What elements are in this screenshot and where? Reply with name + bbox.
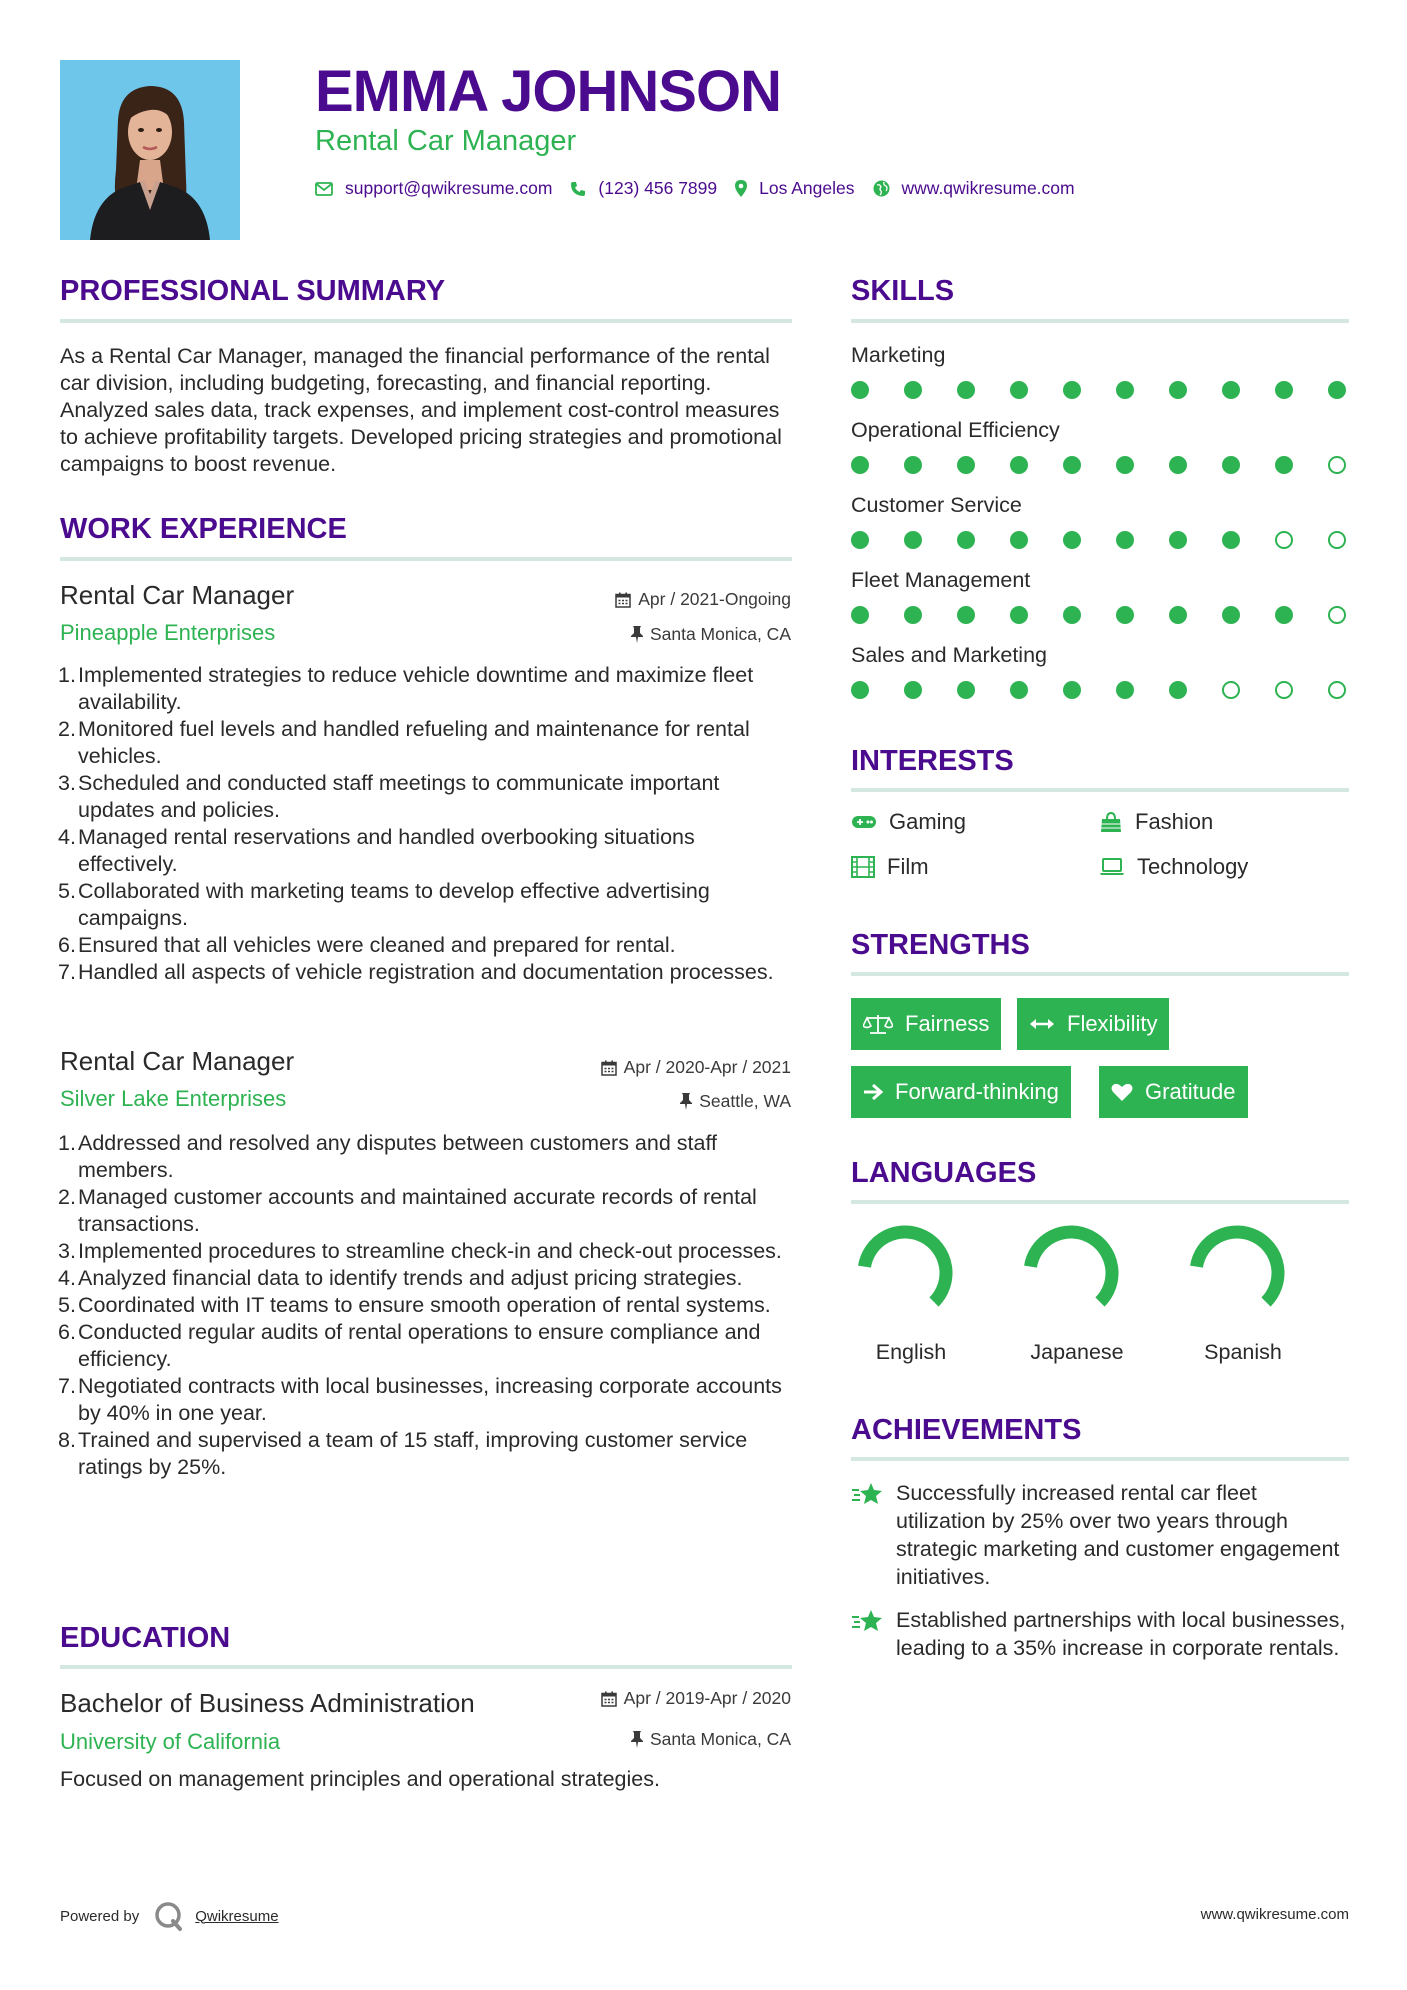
skill-dot-filled <box>1222 381 1240 399</box>
interest-fashion <box>1099 809 1213 835</box>
skill-dot-filled <box>904 456 922 474</box>
skill-dot-filled <box>851 456 869 474</box>
arrow-right-icon <box>863 1083 883 1101</box>
powered-by-label: Powered by <box>60 1907 140 1925</box>
language-proficiency-ring <box>857 1225 953 1321</box>
strength-fairness-badge <box>851 998 1001 1050</box>
list-item: 2 . Monitored fuel levels and handled refueling and maintenance for rental vehicles. <box>60 716 795 770</box>
skill-dot-empty <box>1328 606 1346 624</box>
strengths-divider <box>851 972 1349 976</box>
shooting-star-icon <box>851 1608 885 1634</box>
shopping-bag-icon <box>1099 811 1123 833</box>
contact-website-text: www.qwikresume.com <box>901 178 1075 198</box>
list-item: 3 . Scheduled and conducted staff meetings to communicate important updates and policies. <box>60 770 795 824</box>
skill-dot-filled <box>1222 456 1240 474</box>
skill-name: Sales and Marketing <box>851 643 1047 667</box>
job-1-company: Pineapple Enterprises <box>60 620 276 645</box>
job-2-location-text: Seattle, WA <box>699 1091 791 1111</box>
skill-dot-filled <box>904 531 922 549</box>
experience-heading: WORK EXPERIENCE <box>60 513 347 545</box>
list-item: 5 . Coordinated with IT teams to ensure smooth operation of rental systems. <box>60 1292 795 1319</box>
language-name: Japanese <box>1030 1340 1124 1364</box>
skill-dot-filled <box>851 381 869 399</box>
skill-dot-empty <box>1275 531 1293 549</box>
job-1-location <box>631 624 791 645</box>
interest-label: Film <box>887 854 929 879</box>
interests-divider <box>851 788 1349 792</box>
skill-dot-filled <box>1169 681 1187 699</box>
skill-dot-empty <box>1222 681 1240 699</box>
summary-divider <box>60 319 792 323</box>
skill-rating <box>851 681 1351 701</box>
achievement-item <box>851 1606 1351 1662</box>
arrows-horizontal-icon <box>1029 1017 1055 1031</box>
strength-label: Forward-thinking <box>895 1079 1059 1104</box>
list-item: 6 . Ensured that all vehicles were cleaned and prepared for rental. <box>60 932 795 959</box>
skill-dot-filled <box>1222 531 1240 549</box>
balance-scale-icon <box>863 1013 893 1035</box>
skill-name: Operational Efficiency <box>851 418 1060 442</box>
skill-dot-filled <box>1116 456 1134 474</box>
list-item: 6 . Conducted regular audits of rental operations to ensure compliance and efficiency. <box>60 1319 795 1373</box>
job-1-location-text: Santa Monica, CA <box>649 624 791 644</box>
language-ring-arc <box>865 1232 946 1302</box>
skill-dot-filled <box>957 681 975 699</box>
languages-heading: LANGUAGES <box>851 1157 1037 1189</box>
footer-website[interactable]: www.qwikresume.com <box>1200 1906 1349 1923</box>
skill-rating <box>851 606 1351 626</box>
achievements-heading: ACHIEVEMENTS <box>851 1414 1082 1446</box>
skill-dot-filled <box>851 681 869 699</box>
education-heading: EDUCATION <box>60 1622 231 1654</box>
job-1-title: Rental Car Manager <box>60 580 295 610</box>
skill-dot-filled <box>1010 381 1028 399</box>
map-marker-icon <box>735 180 747 197</box>
profile-photo <box>60 60 240 240</box>
skill-dot-filled <box>904 381 922 399</box>
achievements-divider <box>851 1457 1349 1461</box>
education-degree: Bachelor of Business Administration <box>60 1688 475 1718</box>
skill-dot-filled <box>904 681 922 699</box>
education-divider <box>60 1665 792 1669</box>
skill-dot-filled <box>1169 381 1187 399</box>
job-1-duties <box>60 662 795 986</box>
pushpin-icon <box>680 1093 692 1110</box>
interest-gaming <box>851 809 966 835</box>
skill-rating <box>851 456 1351 476</box>
skill-dot-filled <box>957 381 975 399</box>
skill-dot-filled <box>1063 606 1081 624</box>
skill-dot-filled <box>1116 606 1134 624</box>
envelope-icon <box>315 182 333 196</box>
strength-forward-thinking-badge <box>851 1066 1071 1118</box>
skill-dot-filled <box>1116 681 1134 699</box>
language-proficiency-ring <box>1189 1225 1285 1321</box>
skill-rating <box>851 531 1351 551</box>
contact-location-text: Los Angeles <box>759 178 855 198</box>
list-item: 1 . Addressed and resolved any disputes between customers and staff members. <box>60 1130 795 1184</box>
skill-dot-filled <box>1275 381 1293 399</box>
skill-dot-filled <box>957 531 975 549</box>
strength-label: Gratitude <box>1145 1079 1236 1104</box>
strength-flexibility-badge <box>1017 998 1169 1050</box>
candidate-title: Rental Car Manager <box>315 125 577 157</box>
skill-dot-filled <box>1169 456 1187 474</box>
skill-name: Marketing <box>851 343 946 367</box>
profile-photo-illustration <box>60 60 240 240</box>
job-2-title: Rental Car Manager <box>60 1046 295 1076</box>
language-proficiency-ring <box>1023 1225 1119 1321</box>
skill-dot-filled <box>1116 531 1134 549</box>
skill-dot-filled <box>1063 681 1081 699</box>
skill-dot-empty <box>1328 531 1346 549</box>
list-item: 7 . Negotiated contracts with local businesses, increasing corporate accounts by 40% in one year. <box>60 1373 795 1427</box>
skills-heading: SKILLS <box>851 275 955 307</box>
skill-name: Customer Service <box>851 493 1022 517</box>
interest-label: Fashion <box>1135 809 1214 834</box>
skill-dot-filled <box>1010 681 1028 699</box>
education-dates <box>601 1688 791 1709</box>
heart-icon <box>1111 1082 1133 1102</box>
skill-dot-empty <box>1328 681 1346 699</box>
achievement-item <box>851 1479 1351 1591</box>
candidate-name: EMMA JOHNSON <box>315 59 781 124</box>
skill-dot-filled <box>957 456 975 474</box>
list-item: 2 . Managed customer accounts and maintained accurate records of rental transactions. <box>60 1184 795 1238</box>
laptop-icon <box>1099 858 1125 876</box>
achievement-text: Successfully increased rental car fleet utilization by 25% over two years through strategic marketing and customer engagement initiatives. <box>896 1481 1340 1589</box>
film-icon <box>851 856 875 878</box>
achievement-text: Established partnerships with local businesses, leading to a 35% increase in corporate rentals. <box>896 1608 1346 1660</box>
contact-location <box>735 178 854 199</box>
strength-label: Flexibility <box>1067 1011 1158 1036</box>
language-ring-arc <box>1197 1232 1278 1302</box>
calendar-icon <box>601 1060 617 1076</box>
summary-text: As a Rental Car Manager, managed the financial performance of the rental car division, including budgeting, forecasting, and financial reporting. Analyzed sales data, track expenses, and implement cost-control measures to achieve profitability targets. Developed pricing strategies and promotional campaigns to boost revenue. <box>60 344 782 476</box>
skill-dot-filled <box>904 606 922 624</box>
job-2-company: Silver Lake Enterprises <box>60 1086 287 1111</box>
contact-row <box>315 178 1093 199</box>
skill-dot-filled <box>1169 606 1187 624</box>
calendar-icon <box>615 592 631 608</box>
phone-icon <box>570 181 586 197</box>
list-item: 5 . Collaborated with marketing teams to develop effective advertising campaigns. <box>60 878 795 932</box>
interest-technology <box>1099 854 1248 880</box>
education-location-text: Santa Monica, CA <box>649 1729 791 1749</box>
skill-dot-filled <box>1010 456 1028 474</box>
skill-dot-empty <box>1328 456 1346 474</box>
qwikresume-logo-icon <box>153 1900 185 1932</box>
skill-name: Fleet Management <box>851 568 1031 592</box>
skill-dot-filled <box>1063 531 1081 549</box>
list-item: 8 . Trained and supervised a team of 15 staff, improving customer service ratings by 25%. <box>60 1427 795 1481</box>
education-description: Focused on management principles and operational strategies. <box>60 1767 660 1791</box>
languages-divider <box>851 1200 1349 1204</box>
skill-dot-filled <box>1222 606 1240 624</box>
experience-divider <box>60 557 792 561</box>
skill-dot-filled <box>1063 456 1081 474</box>
pushpin-icon <box>631 1731 643 1748</box>
footer-powered-by <box>60 1900 279 1932</box>
interest-label: Gaming <box>889 809 967 834</box>
skill-dot-filled <box>1116 381 1134 399</box>
strength-label: Fairness <box>905 1011 990 1036</box>
globe-icon <box>873 180 890 197</box>
skill-dot-filled <box>1169 531 1187 549</box>
gamepad-icon <box>851 814 877 830</box>
strengths-heading: STRENGTHS <box>851 929 1030 961</box>
skill-dot-filled <box>1063 381 1081 399</box>
strength-gratitude-badge <box>1099 1066 1248 1118</box>
language-name: Spanish <box>1204 1340 1282 1364</box>
shooting-star-icon <box>851 1481 885 1507</box>
job-2-location <box>680 1091 791 1112</box>
interest-film <box>851 854 929 880</box>
job-2-dates <box>601 1057 791 1078</box>
skill-dot-filled <box>1328 381 1346 399</box>
job-1-dates-text: Apr / 2021-Ongoing <box>638 589 791 609</box>
skill-dot-filled <box>957 606 975 624</box>
calendar-icon <box>601 1691 617 1707</box>
list-item: 3 . Implemented procedures to streamline check-in and check-out processes. <box>60 1238 795 1265</box>
skill-rating <box>851 381 1351 401</box>
language-name: English <box>875 1340 947 1364</box>
job-2-duties <box>60 1130 795 1481</box>
list-item: 4 . Managed rental reservations and handled overbooking situations effectively. <box>60 824 795 878</box>
pushpin-icon <box>631 626 643 643</box>
job-1-dates <box>615 589 791 610</box>
skill-dot-empty <box>1275 681 1293 699</box>
skill-dot-filled <box>1275 606 1293 624</box>
interest-label: Technology <box>1137 854 1249 879</box>
skill-dot-filled <box>851 531 869 549</box>
education-school: University of California <box>60 1729 281 1754</box>
contact-website[interactable] <box>873 178 1075 199</box>
job-2-dates-text: Apr / 2020-Apr / 2021 <box>623 1057 791 1077</box>
skill-dot-filled <box>851 606 869 624</box>
contact-phone-text: (123) 456 7899 <box>598 178 718 198</box>
summary-heading: PROFESSIONAL SUMMARY <box>60 275 446 307</box>
contact-email-text: support@qwikresume.com <box>345 178 553 198</box>
contact-phone[interactable] <box>570 178 717 199</box>
skill-dot-filled <box>1275 456 1293 474</box>
language-ring-arc <box>1031 1232 1112 1302</box>
skill-dot-filled <box>1010 606 1028 624</box>
skills-divider <box>851 319 1349 323</box>
list-item: 4 . Analyzed financial data to identify trends and adjust pricing strategies. <box>60 1265 795 1292</box>
qwikresume-link[interactable]: Qwikresume <box>195 1907 279 1925</box>
education-dates-text: Apr / 2019-Apr / 2020 <box>623 1688 791 1708</box>
contact-email[interactable] <box>315 178 552 199</box>
list-item: 7 . Handled all aspects of vehicle registration and documentation processes. <box>60 959 795 986</box>
education-location <box>631 1729 791 1750</box>
skill-dot-filled <box>1010 531 1028 549</box>
interests-heading: INTERESTS <box>851 745 1014 777</box>
list-item: 1 . Implemented strategies to reduce vehicle downtime and maximize fleet availability. <box>60 662 795 716</box>
